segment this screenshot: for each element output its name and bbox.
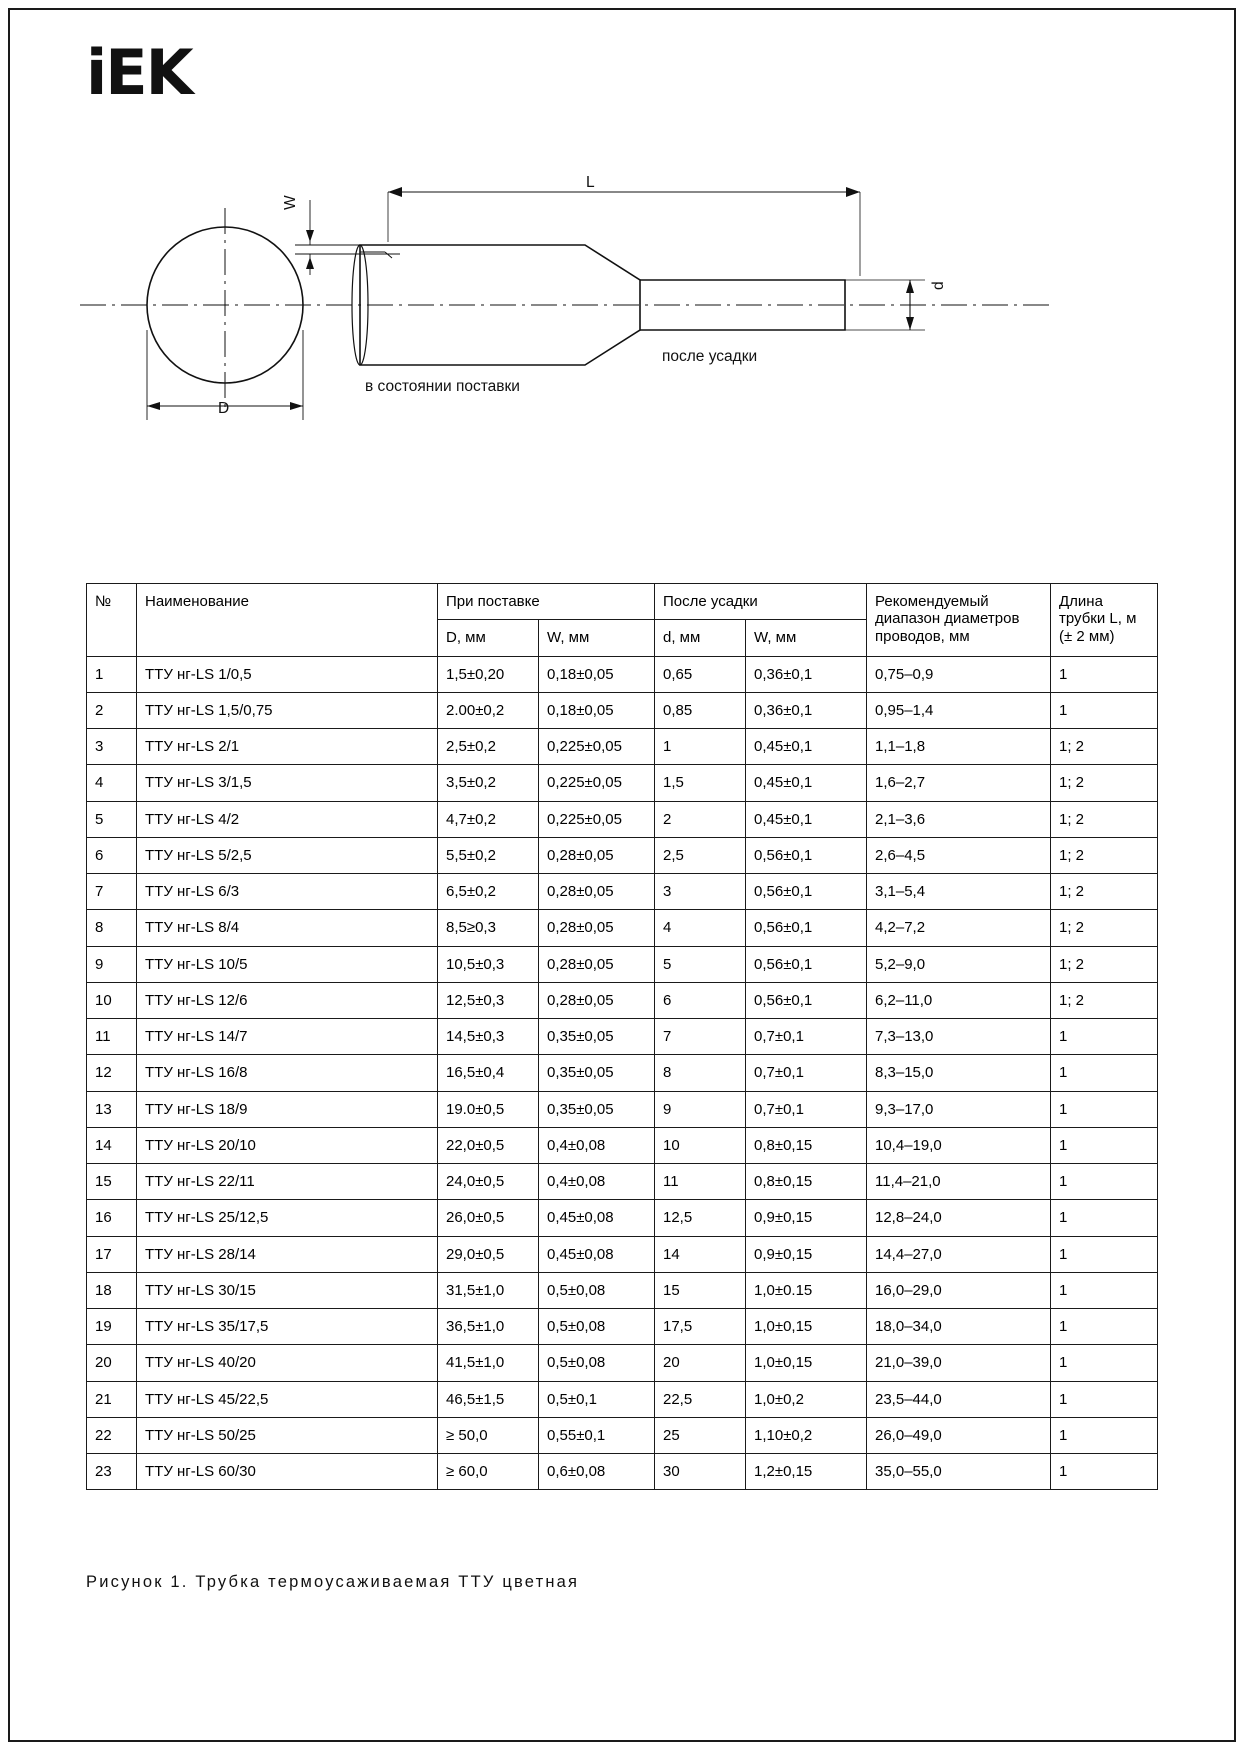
cell-D: 5,5±0,2	[438, 837, 539, 873]
cell-W2: 0,8±0,15	[746, 1164, 867, 1200]
cell-range: 3,1–5,4	[867, 874, 1051, 910]
cell-W2: 1,10±0,2	[746, 1417, 867, 1453]
label-wall-W: W	[282, 195, 299, 210]
cell-length: 1; 2	[1051, 801, 1158, 837]
cell-range: 35,0–55,0	[867, 1454, 1051, 1490]
cell-W1: 0,55±0,1	[539, 1417, 655, 1453]
cell-num: 23	[87, 1454, 137, 1490]
spec-table-head	[87, 584, 1158, 657]
cell-num: 15	[87, 1164, 137, 1200]
header-supplied-group: При поставке	[438, 584, 655, 620]
cell-W1: 0,18±0,05	[539, 656, 655, 692]
cell-name: ТТУ нг-LS 10/5	[137, 946, 438, 982]
cell-d: 6	[655, 982, 746, 1018]
cell-W2: 0,9±0,15	[746, 1200, 867, 1236]
cell-range: 23,5–44,0	[867, 1381, 1051, 1417]
cell-name: ТТУ нг-LS 1/0,5	[137, 656, 438, 692]
tube-diagram-svg	[70, 150, 1070, 470]
cell-W1: 0,35±0,05	[539, 1091, 655, 1127]
cell-num: 3	[87, 729, 137, 765]
cell-W1: 0,5±0,08	[539, 1272, 655, 1308]
cell-range: 4,2–7,2	[867, 910, 1051, 946]
cell-W1: 0,5±0,1	[539, 1381, 655, 1417]
cell-d: 0,65	[655, 656, 746, 692]
cell-d: 1,5	[655, 765, 746, 801]
cell-W1: 0,28±0,05	[539, 946, 655, 982]
header-shrunk-group: После усадки	[655, 584, 867, 620]
cell-num: 7	[87, 874, 137, 910]
cell-num: 16	[87, 1200, 137, 1236]
cell-d: 0,85	[655, 692, 746, 728]
cell-num: 1	[87, 656, 137, 692]
cell-D: 22,0±0,5	[438, 1127, 539, 1163]
cell-d: 9	[655, 1091, 746, 1127]
cell-D: ≥ 60,0	[438, 1454, 539, 1490]
cell-name: ТТУ нг-LS 60/30	[137, 1454, 438, 1490]
header-recommended-range: Рекомендуемый диапазон диаметров проводов, мм	[867, 584, 1051, 657]
cell-d: 5	[655, 946, 746, 982]
cell-W2: 0,9±0,15	[746, 1236, 867, 1272]
cell-d: 22,5	[655, 1381, 746, 1417]
cell-name: ТТУ нг-LS 16/8	[137, 1055, 438, 1091]
cell-name: ТТУ нг-LS 50/25	[137, 1417, 438, 1453]
cell-W2: 1,0±0,15	[746, 1309, 867, 1345]
cell-W2: 0,56±0,1	[746, 982, 867, 1018]
table-row	[87, 1164, 1158, 1200]
cell-d: 20	[655, 1345, 746, 1381]
spec-table-wrapper	[86, 583, 1158, 1490]
cell-length: 1	[1051, 1019, 1158, 1055]
cell-range: 12,8–24,0	[867, 1200, 1051, 1236]
cell-name: ТТУ нг-LS 22/11	[137, 1164, 438, 1200]
cell-d: 15	[655, 1272, 746, 1308]
cell-num: 2	[87, 692, 137, 728]
cell-D: 19.0±0,5	[438, 1091, 539, 1127]
cell-length: 1	[1051, 1345, 1158, 1381]
cell-W2: 0,7±0,1	[746, 1091, 867, 1127]
cell-W1: 0,35±0,05	[539, 1055, 655, 1091]
cell-num: 17	[87, 1236, 137, 1272]
cell-W2: 1,0±0,2	[746, 1381, 867, 1417]
cell-range: 6,2–11,0	[867, 982, 1051, 1018]
cell-W1: 0,225±0,05	[539, 801, 655, 837]
cell-d: 2	[655, 801, 746, 837]
cell-W1: 0,28±0,05	[539, 874, 655, 910]
cell-length: 1; 2	[1051, 910, 1158, 946]
table-row	[87, 1417, 1158, 1453]
figure-caption: Рисунок 1. Трубка термоусаживаемая ТТУ цветная	[86, 1573, 580, 1591]
cell-D: 10,5±0,3	[438, 946, 539, 982]
table-row	[87, 1019, 1158, 1055]
table-row	[87, 692, 1158, 728]
table-row	[87, 801, 1158, 837]
table-row	[87, 729, 1158, 765]
cell-W1: 0,35±0,05	[539, 1019, 655, 1055]
cell-d: 10	[655, 1127, 746, 1163]
cell-W1: 0,5±0,08	[539, 1345, 655, 1381]
cell-range: 2,1–3,6	[867, 801, 1051, 837]
cell-length: 1	[1051, 1091, 1158, 1127]
cell-length: 1; 2	[1051, 729, 1158, 765]
cell-D: 3,5±0,2	[438, 765, 539, 801]
cell-W1: 0,5±0,08	[539, 1309, 655, 1345]
cell-length: 1	[1051, 1309, 1158, 1345]
cell-num: 18	[87, 1272, 137, 1308]
cell-num: 8	[87, 910, 137, 946]
cell-D: 46,5±1,5	[438, 1381, 539, 1417]
header-name: Наименование	[137, 584, 438, 657]
cell-D: 2,5±0,2	[438, 729, 539, 765]
cell-W1: 0,18±0,05	[539, 692, 655, 728]
cell-D: 6,5±0,2	[438, 874, 539, 910]
table-row	[87, 982, 1158, 1018]
cell-range: 9,3–17,0	[867, 1091, 1051, 1127]
cell-D: 4,7±0,2	[438, 801, 539, 837]
cell-length: 1	[1051, 1272, 1158, 1308]
cell-W2: 0,56±0,1	[746, 837, 867, 873]
cell-name: ТТУ нг-LS 25/12,5	[137, 1200, 438, 1236]
cell-W2: 0,7±0,1	[746, 1019, 867, 1055]
cell-d: 1	[655, 729, 746, 765]
cell-D: 29,0±0,5	[438, 1236, 539, 1272]
cell-W1: 0,28±0,05	[539, 837, 655, 873]
table-row	[87, 1091, 1158, 1127]
table-row	[87, 1236, 1158, 1272]
cell-d: 4	[655, 910, 746, 946]
cell-name: ТТУ нг-LS 8/4	[137, 910, 438, 946]
cell-W1: 0,45±0,08	[539, 1236, 655, 1272]
cell-num: 14	[87, 1127, 137, 1163]
cell-D: 12,5±0,3	[438, 982, 539, 1018]
cell-range: 10,4–19,0	[867, 1127, 1051, 1163]
cell-length: 1	[1051, 1454, 1158, 1490]
spec-table	[86, 583, 1158, 1490]
cell-name: ТТУ нг-LS 12/6	[137, 982, 438, 1018]
header-sub-D: D, мм	[438, 620, 539, 656]
table-row	[87, 1381, 1158, 1417]
cell-name: ТТУ нг-LS 5/2,5	[137, 837, 438, 873]
table-row	[87, 946, 1158, 982]
cell-name: ТТУ нг-LS 18/9	[137, 1091, 438, 1127]
cell-D: 36,5±1,0	[438, 1309, 539, 1345]
cell-range: 8,3–15,0	[867, 1055, 1051, 1091]
cell-length: 1	[1051, 1200, 1158, 1236]
cell-num: 21	[87, 1381, 137, 1417]
cell-range: 1,1–1,8	[867, 729, 1051, 765]
cell-range: 16,0–29,0	[867, 1272, 1051, 1308]
cell-W2: 1,0±0,15	[746, 1345, 867, 1381]
cell-range: 5,2–9,0	[867, 946, 1051, 982]
table-row	[87, 874, 1158, 910]
cell-d: 17,5	[655, 1309, 746, 1345]
cell-length: 1	[1051, 1164, 1158, 1200]
cell-W1: 0,4±0,08	[539, 1127, 655, 1163]
table-row	[87, 1309, 1158, 1345]
cell-D: 41,5±1,0	[438, 1345, 539, 1381]
table-row	[87, 765, 1158, 801]
cell-W2: 0,36±0,1	[746, 692, 867, 728]
spec-table-body	[87, 656, 1158, 1490]
cell-D: 26,0±0,5	[438, 1200, 539, 1236]
cell-range: 0,75–0,9	[867, 656, 1051, 692]
cell-num: 20	[87, 1345, 137, 1381]
cell-name: ТТУ нг-LS 20/10	[137, 1127, 438, 1163]
cell-d: 14	[655, 1236, 746, 1272]
cell-length: 1	[1051, 1381, 1158, 1417]
cell-W2: 0,56±0,1	[746, 910, 867, 946]
cell-d: 8	[655, 1055, 746, 1091]
table-row	[87, 1345, 1158, 1381]
header-sub-W1: W, мм	[539, 620, 655, 656]
cell-name: ТТУ нг-LS 2/1	[137, 729, 438, 765]
cell-range: 11,4–21,0	[867, 1164, 1051, 1200]
cell-D: 31,5±1,0	[438, 1272, 539, 1308]
cell-d: 30	[655, 1454, 746, 1490]
cell-D: 16,5±0,4	[438, 1055, 539, 1091]
cell-length: 1; 2	[1051, 837, 1158, 873]
cell-num: 22	[87, 1417, 137, 1453]
table-header-row-1	[87, 584, 1158, 620]
iek-logo: iEK	[86, 36, 192, 109]
cell-range: 14,4–27,0	[867, 1236, 1051, 1272]
label-diameter-D: D	[218, 400, 230, 417]
table-row	[87, 1272, 1158, 1308]
cell-length: 1	[1051, 692, 1158, 728]
cell-D: 24,0±0,5	[438, 1164, 539, 1200]
cell-W1: 0,225±0,05	[539, 765, 655, 801]
cell-D: 8,5≥0,3	[438, 910, 539, 946]
label-after-shrink: после усадки	[662, 348, 758, 365]
cell-W2: 1,2±0,15	[746, 1454, 867, 1490]
cell-length: 1	[1051, 1127, 1158, 1163]
cell-name: ТТУ нг-LS 40/20	[137, 1345, 438, 1381]
cell-W1: 0,4±0,08	[539, 1164, 655, 1200]
table-row	[87, 1454, 1158, 1490]
cell-W1: 0,6±0,08	[539, 1454, 655, 1490]
cell-num: 9	[87, 946, 137, 982]
cell-length: 1	[1051, 1417, 1158, 1453]
cell-num: 6	[87, 837, 137, 873]
cell-range: 21,0–39,0	[867, 1345, 1051, 1381]
cell-d: 3	[655, 874, 746, 910]
cell-length: 1	[1051, 656, 1158, 692]
cell-range: 7,3–13,0	[867, 1019, 1051, 1055]
table-row	[87, 656, 1158, 692]
cell-range: 1,6–2,7	[867, 765, 1051, 801]
cell-name: ТТУ нг-LS 6/3	[137, 874, 438, 910]
cell-range: 26,0–49,0	[867, 1417, 1051, 1453]
cell-W2: 0,45±0,1	[746, 801, 867, 837]
cell-name: ТТУ нг-LS 3/1,5	[137, 765, 438, 801]
cell-d: 2,5	[655, 837, 746, 873]
cell-num: 12	[87, 1055, 137, 1091]
cell-name: ТТУ нг-LS 28/14	[137, 1236, 438, 1272]
cell-length: 1	[1051, 1236, 1158, 1272]
cell-num: 19	[87, 1309, 137, 1345]
cell-num: 4	[87, 765, 137, 801]
cell-num: 10	[87, 982, 137, 1018]
cell-length: 1	[1051, 1055, 1158, 1091]
product-figure	[70, 150, 1070, 470]
header-sub-W2: W, мм	[746, 620, 867, 656]
cell-d: 7	[655, 1019, 746, 1055]
cell-D: 2.00±0,2	[438, 692, 539, 728]
cell-length: 1; 2	[1051, 874, 1158, 910]
cell-W1: 0,225±0,05	[539, 729, 655, 765]
table-row	[87, 1127, 1158, 1163]
cell-W2: 0,45±0,1	[746, 729, 867, 765]
cell-W2: 0,45±0,1	[746, 765, 867, 801]
cell-d: 12,5	[655, 1200, 746, 1236]
table-row	[87, 837, 1158, 873]
cell-name: ТТУ нг-LS 30/15	[137, 1272, 438, 1308]
table-row	[87, 910, 1158, 946]
cell-W1: 0,28±0,05	[539, 982, 655, 1018]
cell-name: ТТУ нг-LS 45/22,5	[137, 1381, 438, 1417]
cell-name: ТТУ нг-LS 35/17,5	[137, 1309, 438, 1345]
cell-D: 14,5±0,3	[438, 1019, 539, 1055]
header-sub-d: d, мм	[655, 620, 746, 656]
label-as-supplied: в состоянии поставки	[365, 378, 520, 395]
cell-range: 18,0–34,0	[867, 1309, 1051, 1345]
cell-length: 1; 2	[1051, 765, 1158, 801]
header-num: №	[87, 584, 137, 657]
table-row	[87, 1055, 1158, 1091]
header-tube-length: Длина трубки L, м (± 2 мм)	[1051, 584, 1158, 657]
cell-num: 13	[87, 1091, 137, 1127]
cell-W2: 0,56±0,1	[746, 946, 867, 982]
cell-W2: 1,0±0.15	[746, 1272, 867, 1308]
cell-W2: 0,7±0,1	[746, 1055, 867, 1091]
cell-name: ТТУ нг-LS 1,5/0,75	[137, 692, 438, 728]
label-diameter-d: d	[930, 281, 947, 290]
cell-num: 11	[87, 1019, 137, 1055]
cell-name: ТТУ нг-LS 4/2	[137, 801, 438, 837]
cell-d: 25	[655, 1417, 746, 1453]
cell-range: 2,6–4,5	[867, 837, 1051, 873]
cell-W2: 0,56±0,1	[746, 874, 867, 910]
label-length-L: L	[586, 174, 595, 191]
cell-num: 5	[87, 801, 137, 837]
cell-D: 1,5±0,20	[438, 656, 539, 692]
cell-range: 0,95–1,4	[867, 692, 1051, 728]
cell-W1: 0,28±0,05	[539, 910, 655, 946]
cell-W2: 0,8±0,15	[746, 1127, 867, 1163]
cell-length: 1; 2	[1051, 946, 1158, 982]
cell-W1: 0,45±0,08	[539, 1200, 655, 1236]
cell-length: 1; 2	[1051, 982, 1158, 1018]
cell-d: 11	[655, 1164, 746, 1200]
table-row	[87, 1200, 1158, 1236]
cell-name: ТТУ нг-LS 14/7	[137, 1019, 438, 1055]
cell-W2: 0,36±0,1	[746, 656, 867, 692]
cell-D: ≥ 50,0	[438, 1417, 539, 1453]
